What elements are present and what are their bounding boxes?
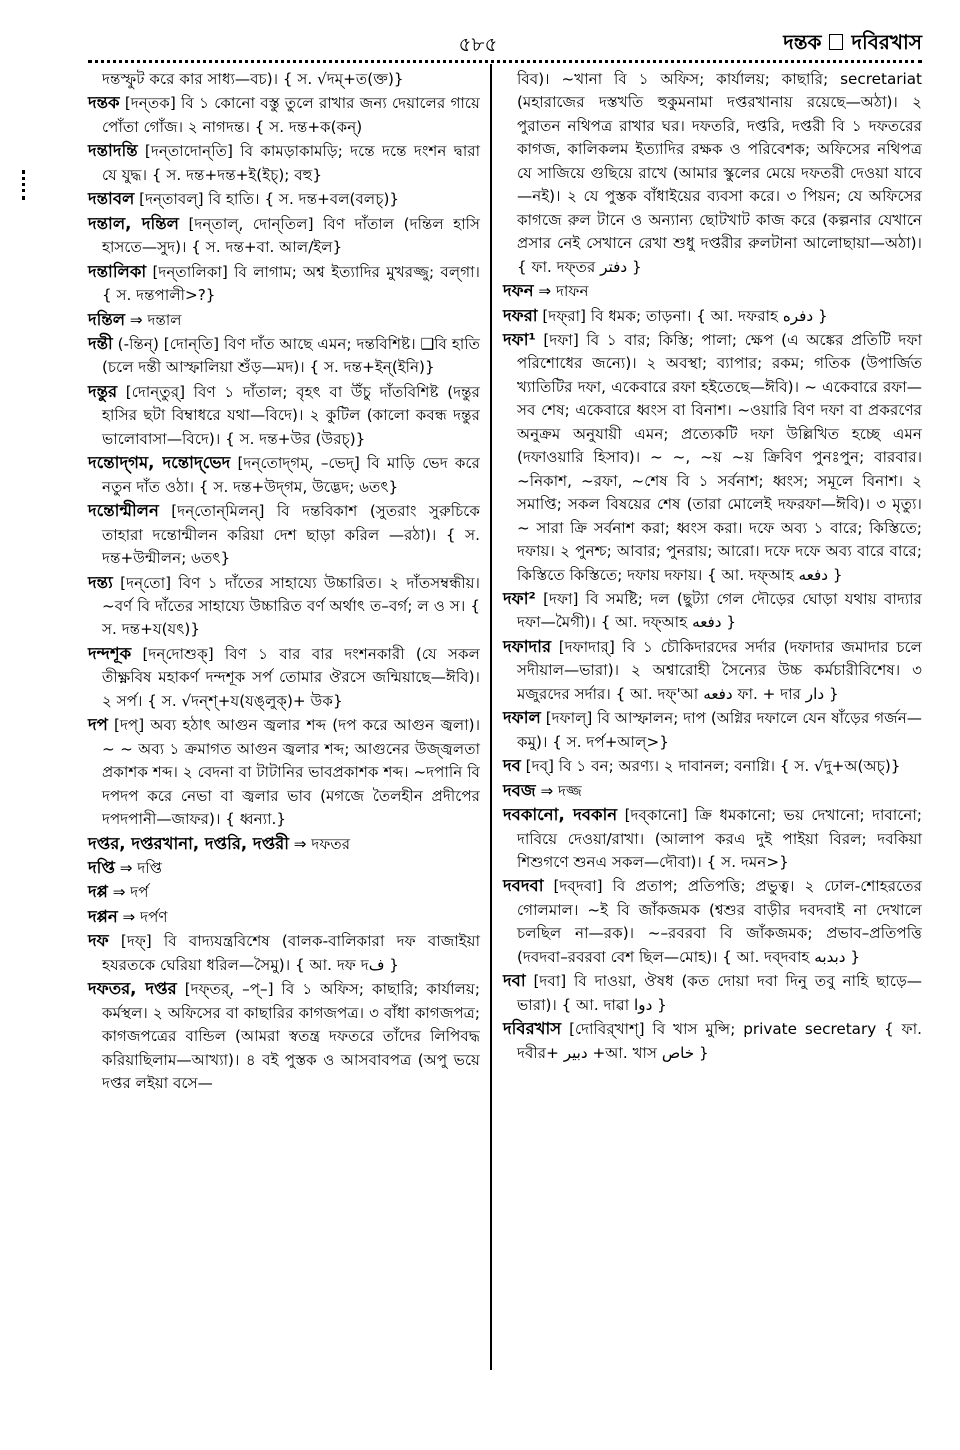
dictionary-entry [88,332,480,380]
dictionary-entry [503,706,922,754]
dictionary-entry [88,499,480,570]
dictionary-entry [88,139,480,187]
dictionary-entry [88,880,480,904]
definition: ⇒ দপ্তি [114,858,163,877]
headword: দফাল [503,708,541,728]
headword: দবিরখাস [503,1019,562,1039]
definition: [দব্‌] বি ১ বন; অরণ্য। ২ দাবানল; বনাগ্নি। { স. √দু+অ(অচ্‌)} [520,757,901,776]
headword: দন্তুর [88,381,118,401]
definition: [দন্‌তোন্‌মিলন্‌] বি দন্তবিকাশ (সুতরাং সুরুচিকে তাহারা দন্তোন্মীলন করিয়া দেশ ছাড়া করিল —রঠা)। { স. দন্ত+উন্মীলন; ৬তৎ} [102,502,480,568]
guide-word-first: দন্তক [783,30,822,54]
headword: দন্তক [88,93,120,113]
headword: দফাদার [503,636,552,656]
definition: ⇒ দাফন [533,282,589,301]
headword: দফন [503,281,534,301]
definition: [দন্‌দোশুক্‌] বিণ ১ বার বার দংশনকারী (যে সকল তীক্ষ্ণবিষ মহাকর্ণ দন্দশূক সর্প তোমার ঔরসে জন্মিয়াছে—ঈবি)। ২ সর্প। { স. √দন্‌শ্‌+য(যঙ্‌লুক্‌)+ উক} [102,644,480,710]
dictionary-entry [88,977,480,1095]
dictionary-entry [503,779,922,803]
dictionary-entry [88,212,480,260]
headword: দন্তিল [88,309,126,329]
headword: দন্তাল, দন্তিল [88,213,179,233]
entry-text: দন্তস্ফুট করে কার সাধ্য—বচ)। { স. √দম্+ত(ক্ত)} [102,70,404,88]
dictionary-entry [88,308,480,332]
headword: দফতর, দপ্তর [88,979,177,999]
headword: দন্ত্য [88,572,113,592]
dictionary-entry [503,587,922,635]
margin-mark [22,170,28,200]
definition: ⇒ দর্পণ [117,907,168,926]
definition: [দবা] বি দাওয়া, ঔষধ (কত দোয়া দবা দিনু তবু নাহি ছাড়ে—ভারা)। { আ. দাৱা دوا } [517,972,922,1014]
headword: দন্তী [88,333,113,353]
dictionary-entry [503,279,922,303]
dictionary-entry [503,969,922,1017]
dictionary-entry [88,832,480,856]
headword: দপ [88,715,108,735]
headword: দপ্তর, দপ্তরখানা, দপ্তরি, দপ্তরী [88,833,289,853]
definition: [দফা] বি ১ বার; কিস্তি; পালা; ক্ষেপ (এ অঙ্কের প্রতিটি দফা পরিশোধের জন্যে)। ২ অবস্থা; ব্যাপার; রকম; গতিক (উপার্জিত খ্যাতিটির দফা, একেবারে রফা হইতেছে—ঈবি)। ~ একেবারে রফা—সব শেষ; একেবারে ধ্বংস বা বিনাশ। ~ওয়ারি বিণ দফা বা প্রকরণের অনুক্রম অনুযায়ী এমন; প্রত্যেকটি দফা উল্লিখিত হচ্ছে এমন (দফাওয়ারি হিসাব)। ~ ~, ~য় ~য় ক্রিবিণ পুনঃপুন; বারবার। ~নিকাশ, ~রফা, ~শেষ বি ১ সর্বনাশ; ধ্বংস; সমূলে বিনাশ। ২ সমাপ্তি; সকল বিষয়ের শেষ (তারা মোলেই দফরফা—ঈবি)। ৩ মৃত্যু। ~ সারা ক্রি সর্বনাশ করা; ধ্বংস করা। দফে অব্য ১ বারে; কিস্তিতে; দফায়। ২ পুনশ্চ; আবার; পুনরায়; আরো। দফে দফে অব্য বারে বারে; কিস্তিতে কিস্তিতে; দফায় দফায়। { আ. দফ্‌আহ دفعه } [517,330,922,584]
definition: ⇒ দন্তাল [125,310,182,329]
definition: [দন্‌তাল্‌, দোন্‌তিল] বিণ দাঁতাল (দন্তিল হাসি হাসতে—সুদ)। { স. দন্ত+বা. আল/ইল} [102,214,481,257]
right-column [503,68,922,1065]
dictionary-entry [88,380,480,451]
definition: [দন্‌তাবল্‌] বি হাতি। { স. দন্ত+বল(বলচ্‌)} [134,190,400,209]
headword: দন্তালিকা [88,261,147,281]
definition: [দফ্‌] বি বাদ্যযন্ত্রবিশেষ (বালক-বালিকারা দফ বাজাইয়া হযরতকে ঘেরিয়া ধরিল—সৈমু)। { আ. দফ দف } [102,932,480,974]
dictionary-entry [88,571,480,642]
dictionary-entry [88,856,480,880]
header-rule [88,60,922,63]
definition: [দন্‌তক] বি ১ কোনো বস্তু তুলে রাখার জন্য দেয়ালের গায়ে পোঁতা গোঁজ। ২ নাগদন্ত। { স. দন্ত+ক(কন্‌) [102,94,480,136]
dictionary-entry [503,635,922,706]
headword: দপ্পন [88,906,118,926]
separator-box-icon [829,34,843,50]
definition: [দফ্‌তর্‌, –প্‌–] বি ১ অফিস; কাছারি; কার্যালয়; কর্মস্থল। ২ অফিসের বা কাছারির কাগজপত্র। ৩ বাঁধা কাগজপত্র; কাগজপত্রের বান্ডিল (আমরা স্বতন্ত্র দফতরে তাঁদের লিপিবদ্ধ করিয়াছিলাম—আখ্যা)। ৪ বই পুস্তক ও আসবাবপত্র (অপু ভয়ে দপ্তর লইয়া বসে— [102,980,480,1093]
definition: [দন্‌তাদোন্‌তি] বি কামড়াকামড়ি; দন্তে দন্তে দংশন দ্বারা যে যুদ্ধ। { স. দন্ত+দন্ত+ই(ইচ্‌); বহু} [102,142,480,184]
entry-continuation [503,68,922,279]
definition: [দফাদার্‌] বি ১ চৌকিদারদের সর্দার (দফাদার জমাদার চলে সদীয়াল—ভারা)। ২ অশ্বারোহী সৈন্যের উচ্চ কর্মচারীবিশেষ। ৩ মজুরদের সর্দার। { আ. দফ্‌'আ دفعه ফা. + দার دار } [517,637,922,703]
definition: ⇒ দর্প [107,883,149,902]
headword: দবা [503,971,526,991]
definition: [দফাল্‌] বি আস্ফালন; দাপ (অগ্নির দফালে যেন ষাঁড়ের গর্জন—কমু)। { স. দর্প+আল্‌>} [517,709,922,751]
dictionary-entry [88,451,480,499]
running-head [640,28,922,61]
definition: [দন্‌তো] বিণ ১ দাঁতের সাহায্যে উচ্চারিত। ২ দাঁতসম্বন্ধীয়। ~বর্ণ বি দাঁতের সাহায্যে উচ্চারিত বর্ণ অর্থাৎ ত–বর্গ; ল ও স। { স. দন্ত+য(যৎ)} [102,573,480,639]
headword: দবদবা [503,876,544,896]
dictionary-entry [88,929,480,977]
headword: দব [503,756,521,776]
headword: দন্তাবল [88,189,135,209]
headword: দন্দশূক [88,643,132,663]
headword: দফা¹ [503,329,536,349]
left-column [88,68,480,1095]
dictionary-entry [503,1017,922,1065]
headword: দফরা [503,305,538,325]
dictionary-entry [88,905,480,929]
headword: দবকানো, দবকান [503,805,618,825]
headword: দপ্প [88,882,108,902]
definition: [দফ্‌রা] বি ধমক; তাড়না। { আ. দফরাহ دفره } [537,306,828,325]
headword: দন্তাদন্তি [88,141,138,161]
entry-text: বিব)। ~খানা বি ১ অফিস; কার্যালয়; কাছারি; secretariat (মহারাজের দস্তখতি হুকুমনামা দপ্তরখানায় রয়েছে—অঠা)। ২ পুরাতন নথিপত্র রাখার ঘর। দফতরি, দপ্তরি, দপ্তরী বি ১ দফতরের কাগজ, কালিকলম ইত্যাদির রক্ষক ও পরিবেশক; অফিসের নথিপত্র যে সাজিয়ে গুছিয়ে রাখে (আমার স্কুলের মেয়ে দফতরী দেওয়া যাবে—নই)। ২ যে পুস্তক বাঁধাইয়ের ব্যবসা করে। ৩ পিয়ন; যে অফিসের কাগজে রুল টানে ও অন্যান্য ছোটখাট কাজ করে (কল্পনার যেখানে প্রসার নেই সেখানে রেখা শুধু দপ্তরীর রুলটানা আলোছায়া—অঠা)। { ফা. দফ্‌তর دفتر } [517,70,922,276]
entry-continuation [88,68,480,91]
definition: [দোন্‌তুর্‌] বিণ ১ দাঁতাল; বৃহৎ বা উঁচু দাঁতবিশিষ্ট (দন্তুর হাসির ছটা বিম্বাধরে যথা—বিদে)। ২ কুটিল (কালো কবন্ধ দন্তুর ভালোবাসা—বিদে)। { স. দন্ত+উর (উরচ্‌)} [102,382,480,448]
dictionary-entry [88,91,480,139]
definition: [দন্‌তালিকা] বি লাগাম; অশ্ব ইত্যাদির মুখরজ্জু; বল্‌গা। { স. দন্তপালী>?} [102,262,480,305]
guide-word-last: দবিরখাস [851,30,922,54]
definition: [দব্‌দবা] বি প্রতাপ; প্রতিপত্তি; প্রভুত্ব। ২ ঢোল-শোহরতের গোলমাল। ~ই বি জাঁকজমক (শ্বশুর বাড়ীর দবদবাই না দেখালে চলছিল না—রক)। ~–রবরবা বি জাঁকজমক; প্রভাব–প্রতিপত্তি (দবদবা–রবরবা বেশ ছিল—মোহ)। { আ. দব্‌দবাহ دبدبه } [517,877,922,966]
headword: দন্তোন্মীলন [88,501,159,521]
column-divider [490,64,492,1370]
page-number: ৫৮৫ [458,32,498,56]
definition: [দপ্‌] অব্য হঠাৎ আগুন জ্বলার শব্দ (দপ করে আগুন জ্বলা)। ~ ~ অব্য ১ ক্রমাগত আগুন জ্বলার শব্দ; আগুনের উজ্জ্বলতা প্রকাশক শব্দ। ২ বেদনা বা টাটানির ভাবপ্রকাশক শব্দ। ~দপানি বি দপদপ করে নেভা বা জ্বলার ভাব (মগজে তৈলহীন প্রদীপের দপদপানী—জাফর)। { ধ্বন্যা.} [102,716,480,829]
definition: [দব্‌কানো] ক্রি ধমকানো; ভয় দেখানো; দাবানো; দাবিয়ে দেওয়া/রাখা। (আলাপ করএ দুই পাইয়া বিরল; দবকিয়া শিশুগণে শুনএ সকল—দৌবা)। { স. দমন>} [517,806,922,871]
definition: ⇒ দজ্জ [535,781,582,800]
headword: দবজ [503,780,536,800]
dictionary-entry [88,642,480,713]
definition: ⇒ দফতর [288,834,351,853]
dictionary-entry [503,803,922,874]
headword: দফা² [503,588,536,608]
definition: [দোবির্‌খাশ্‌] বি খাস মুন্সি; private secretary { ফা. দবীর+ دبیر +আ. খাস خاص } [517,1020,922,1062]
headword: দপ্তি [88,857,115,877]
dictionary-entry [88,260,480,308]
definition: [দফা] বি সমষ্টি; দল (ছুট্যা গেল দৌড়ের ঘোড়া যথায় বাদ্যার দফা—মৈগী)। { আ. দফ্‌আহ دفعه } [517,589,922,632]
dictionary-entry [88,713,480,831]
dictionary-entry [503,874,922,969]
headword: দন্তোদ্‌গম, দন্তোদ্‌ভেদ [88,453,231,473]
definition: [দন্‌তোদ্‌গম্‌, –ভেদ্‌] বি মাড়ি ভেদ করে নতুন দাঁত ওঠা। { স. দন্ত+উদ্‌গম, উদ্ভেদ; ৬তৎ} [102,454,480,496]
dictionary-entry [503,754,922,778]
definition: (-ন্তিন্‌) [দোন্‌তি] বিণ দাঁত আছে এমন; দন্তবিশিষ্ট। ❑বি হাতি (চলে দন্তী আস্ফালিয়া শুঁড়—মদ)। { স. দন্ত+ইন্‌(ইনি)} [102,334,480,377]
dictionary-entry [503,304,922,328]
headword: দফ [88,931,109,951]
dictionary-entry [88,187,480,211]
dictionary-entry [503,328,922,587]
